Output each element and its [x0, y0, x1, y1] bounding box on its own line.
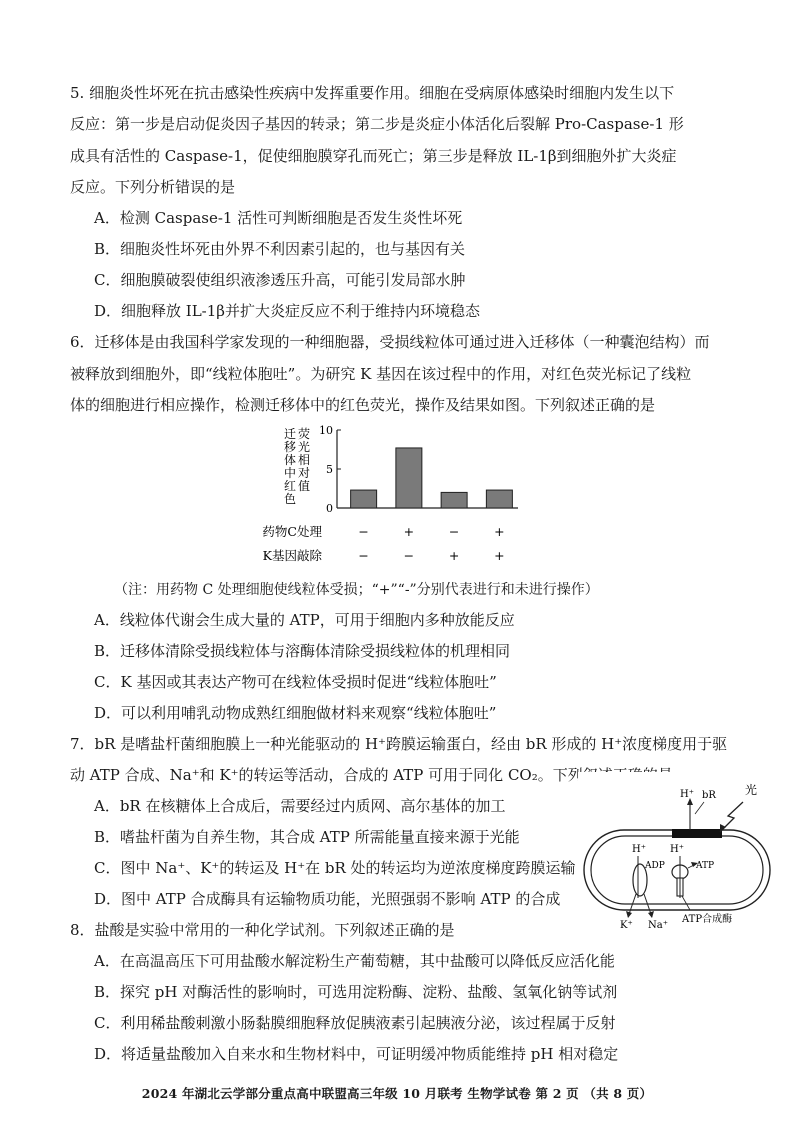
- page-footer: 2024 年湖北云学部分重点高中联盟高三年级 10 月联考 生物学试卷 第 2 页 （共 8 页）: [141, 1086, 653, 1101]
- chart-y-tick-label: 10: [319, 424, 333, 437]
- q8-stem-line-1: 8．盐酸是实验中常用的一种化学试剂。下列叙述正确的是: [70, 921, 455, 939]
- q6-option-b: B．迁移体清除受损线粒体与溶酶体清除受损线粒体的机理相同: [94, 642, 511, 660]
- k-label: K⁺: [620, 920, 633, 931]
- chart-y-tick-label: 0: [326, 502, 333, 515]
- q7-option-a: A．bR 在核糖体上合成后，需要经过内质网、高尔基体的加工: [94, 797, 506, 815]
- bR-pump: [672, 829, 722, 838]
- q6-stem-line-1: 6．迁移体是由我国科学家发现的一种细胞器，受损线粒体可通过进入迁移体（一种囊泡结构）而: [70, 333, 710, 351]
- q5-option-a: A．检测 Caspase-1 活性可判断细胞是否发生炎性坏死: [94, 209, 463, 227]
- chart-ylabel-group: [284, 427, 310, 506]
- chart-row-symbol: +: [494, 548, 505, 563]
- q5-stem-line-2: 反应：第一步是启动促炎因子基因的转录；第二步是炎症小体活化后裂解 Pro-Caspase-1 形: [70, 115, 684, 133]
- q8-option-c: C．利用稀盐酸刺激小肠黏膜细胞释放促胰液素引起胰液分泌，该过程属于反射: [94, 1014, 616, 1032]
- q6-stem-line-3: 体的细胞进行相应操作，检测迁移体中的红色荧光，操作及结果如图。下列叙述正确的是: [70, 396, 656, 414]
- chart-row-label: 药物C处理: [262, 524, 322, 539]
- q6-note: （注：用药物 C 处理细胞使线粒体受损；“+”“-”分别代表进行和未进行操作）: [114, 582, 599, 598]
- adp-label: ADP: [645, 861, 665, 871]
- q5-stem-line-3: 成具有活性的 Caspase-1，促使细胞膜穿孔而死亡；第三步是释放 IL-1β到细胞外扩大炎症: [70, 147, 677, 165]
- q6-stem-line-2: 被释放到细胞外，即“线粒体胞吐”。为研究 K 基因在该过程中的作用，对红色荧光标记了线粒: [70, 365, 692, 383]
- h-in-label-right: H⁺: [670, 844, 684, 855]
- chart-bar: [396, 448, 422, 508]
- atp-synthase-label: ATP合成酶: [682, 914, 733, 925]
- chart-ylabel-char: 中: [283, 466, 297, 480]
- q7-stem-line-2: 动 ATP 合成、Na⁺和 K⁺的转运等活动，合成的 ATP 可用于同化 CO₂。下列叙述正确的是: [70, 766, 673, 784]
- h-out-label: H⁺: [680, 789, 694, 800]
- h-in-label-left: H⁺: [632, 844, 646, 855]
- chart-treatment-rows: [262, 524, 504, 563]
- chart-ylabel-char: 色: [283, 492, 297, 506]
- chart-ylabel-char: 相: [297, 453, 311, 467]
- q6-option-a: A．线粒体代谢会生成大量的 ATP，可用于细胞内多种放能反应: [94, 611, 515, 629]
- chart-y-tick-label: 5: [326, 463, 333, 476]
- chart-row-symbol: +: [403, 524, 415, 539]
- bR-membrane-diagram: [578, 772, 778, 932]
- chart-bar: [441, 492, 467, 508]
- chart-row-label: K基因敲除: [262, 548, 322, 563]
- bR-label: bR: [702, 790, 716, 801]
- light-label: 光: [745, 783, 758, 797]
- chart-row-symbol: +: [448, 548, 460, 563]
- chart-row-symbol: −: [403, 548, 415, 563]
- chart-ylabel-char: 对: [297, 466, 311, 480]
- na-label: Na⁺: [648, 920, 668, 931]
- q8-option-a: A．在高温高压下可用盐酸水解淀粉生产葡萄糖，其中盐酸可以降低反应活化能: [94, 952, 615, 970]
- q7-option-c: C．图中 Na⁺、K⁺的转运及 H⁺在 bR 处的转运均为逆浓度梯度跨膜运输: [94, 859, 576, 877]
- chart-bar: [351, 490, 377, 508]
- q8-option-d: D．将适量盐酸加入自来水和生物材料中，可证明缓冲物质能维持 pH 相对稳定: [94, 1045, 619, 1063]
- q6-option-c: C．K 基因或其表达产物可在线粒体受损时促进“线粒体胞吐”: [94, 673, 497, 691]
- chart-ylabel-char: 红: [283, 479, 297, 493]
- chart-row-symbol: −: [448, 524, 460, 539]
- q5-stem-line-4: 反应。下列分析错误的是: [70, 178, 236, 196]
- chart-ylabel-char: 体: [283, 453, 297, 467]
- atp-label: ATP: [696, 861, 715, 871]
- chart-ylabel-char: 迁: [283, 427, 297, 441]
- chart-ylabel-char: 荧: [297, 427, 311, 441]
- chart-ylabel-char: 移: [283, 440, 297, 454]
- q5-option-d: D．细胞释放 IL-1β并扩大炎症反应不利于维持内环境稳态: [94, 302, 480, 320]
- q7-option-b: B．嗜盐杆菌为自养生物，其合成 ATP 所需能量直接来源于光能: [94, 828, 520, 846]
- chart-ylabel-char: 光: [297, 440, 311, 454]
- q5-stem-line-1: 5. 细胞炎性坏死在抗击感染性疾病中发挥重要作用。细胞在受病原体感染时细胞内发生以下: [70, 84, 675, 102]
- q6-option-d: D．可以利用哺乳动物成熟红细胞做材料来观察“线粒体胞吐”: [94, 704, 497, 722]
- chart-row-symbol: −: [358, 524, 369, 539]
- chart-bar: [486, 490, 512, 508]
- q8-option-b: B．探究 pH 对酶活性的影响时，可选用淀粉酶、淀粉、盐酸、氢氧化钠等试剂: [94, 983, 618, 1001]
- chart-row-symbol: −: [358, 548, 369, 563]
- q7-option-d: D．图中 ATP 合成酶具有运输物质功能，光照强弱不影响 ATP 的合成: [94, 890, 561, 908]
- chart-bars: [351, 448, 513, 508]
- q5-option-c: C．细胞膜破裂使组织液渗透压升高，可能引发局部水肿: [94, 271, 466, 289]
- q7-stem-line-1: 7．bR 是嗜盐杆菌细胞膜上一种光能驱动的 H⁺跨膜运输蛋白，经由 bR 形成的 H⁺浓度梯度用于驱: [70, 735, 728, 753]
- chart-ylabel-char: 值: [297, 479, 311, 493]
- chart-row-symbol: +: [494, 524, 505, 539]
- q5-option-b: B．细胞炎性坏死由外界不利因素引起的，也与基因有关: [94, 240, 466, 258]
- migrasome-fluorescence-chart: [250, 418, 540, 578]
